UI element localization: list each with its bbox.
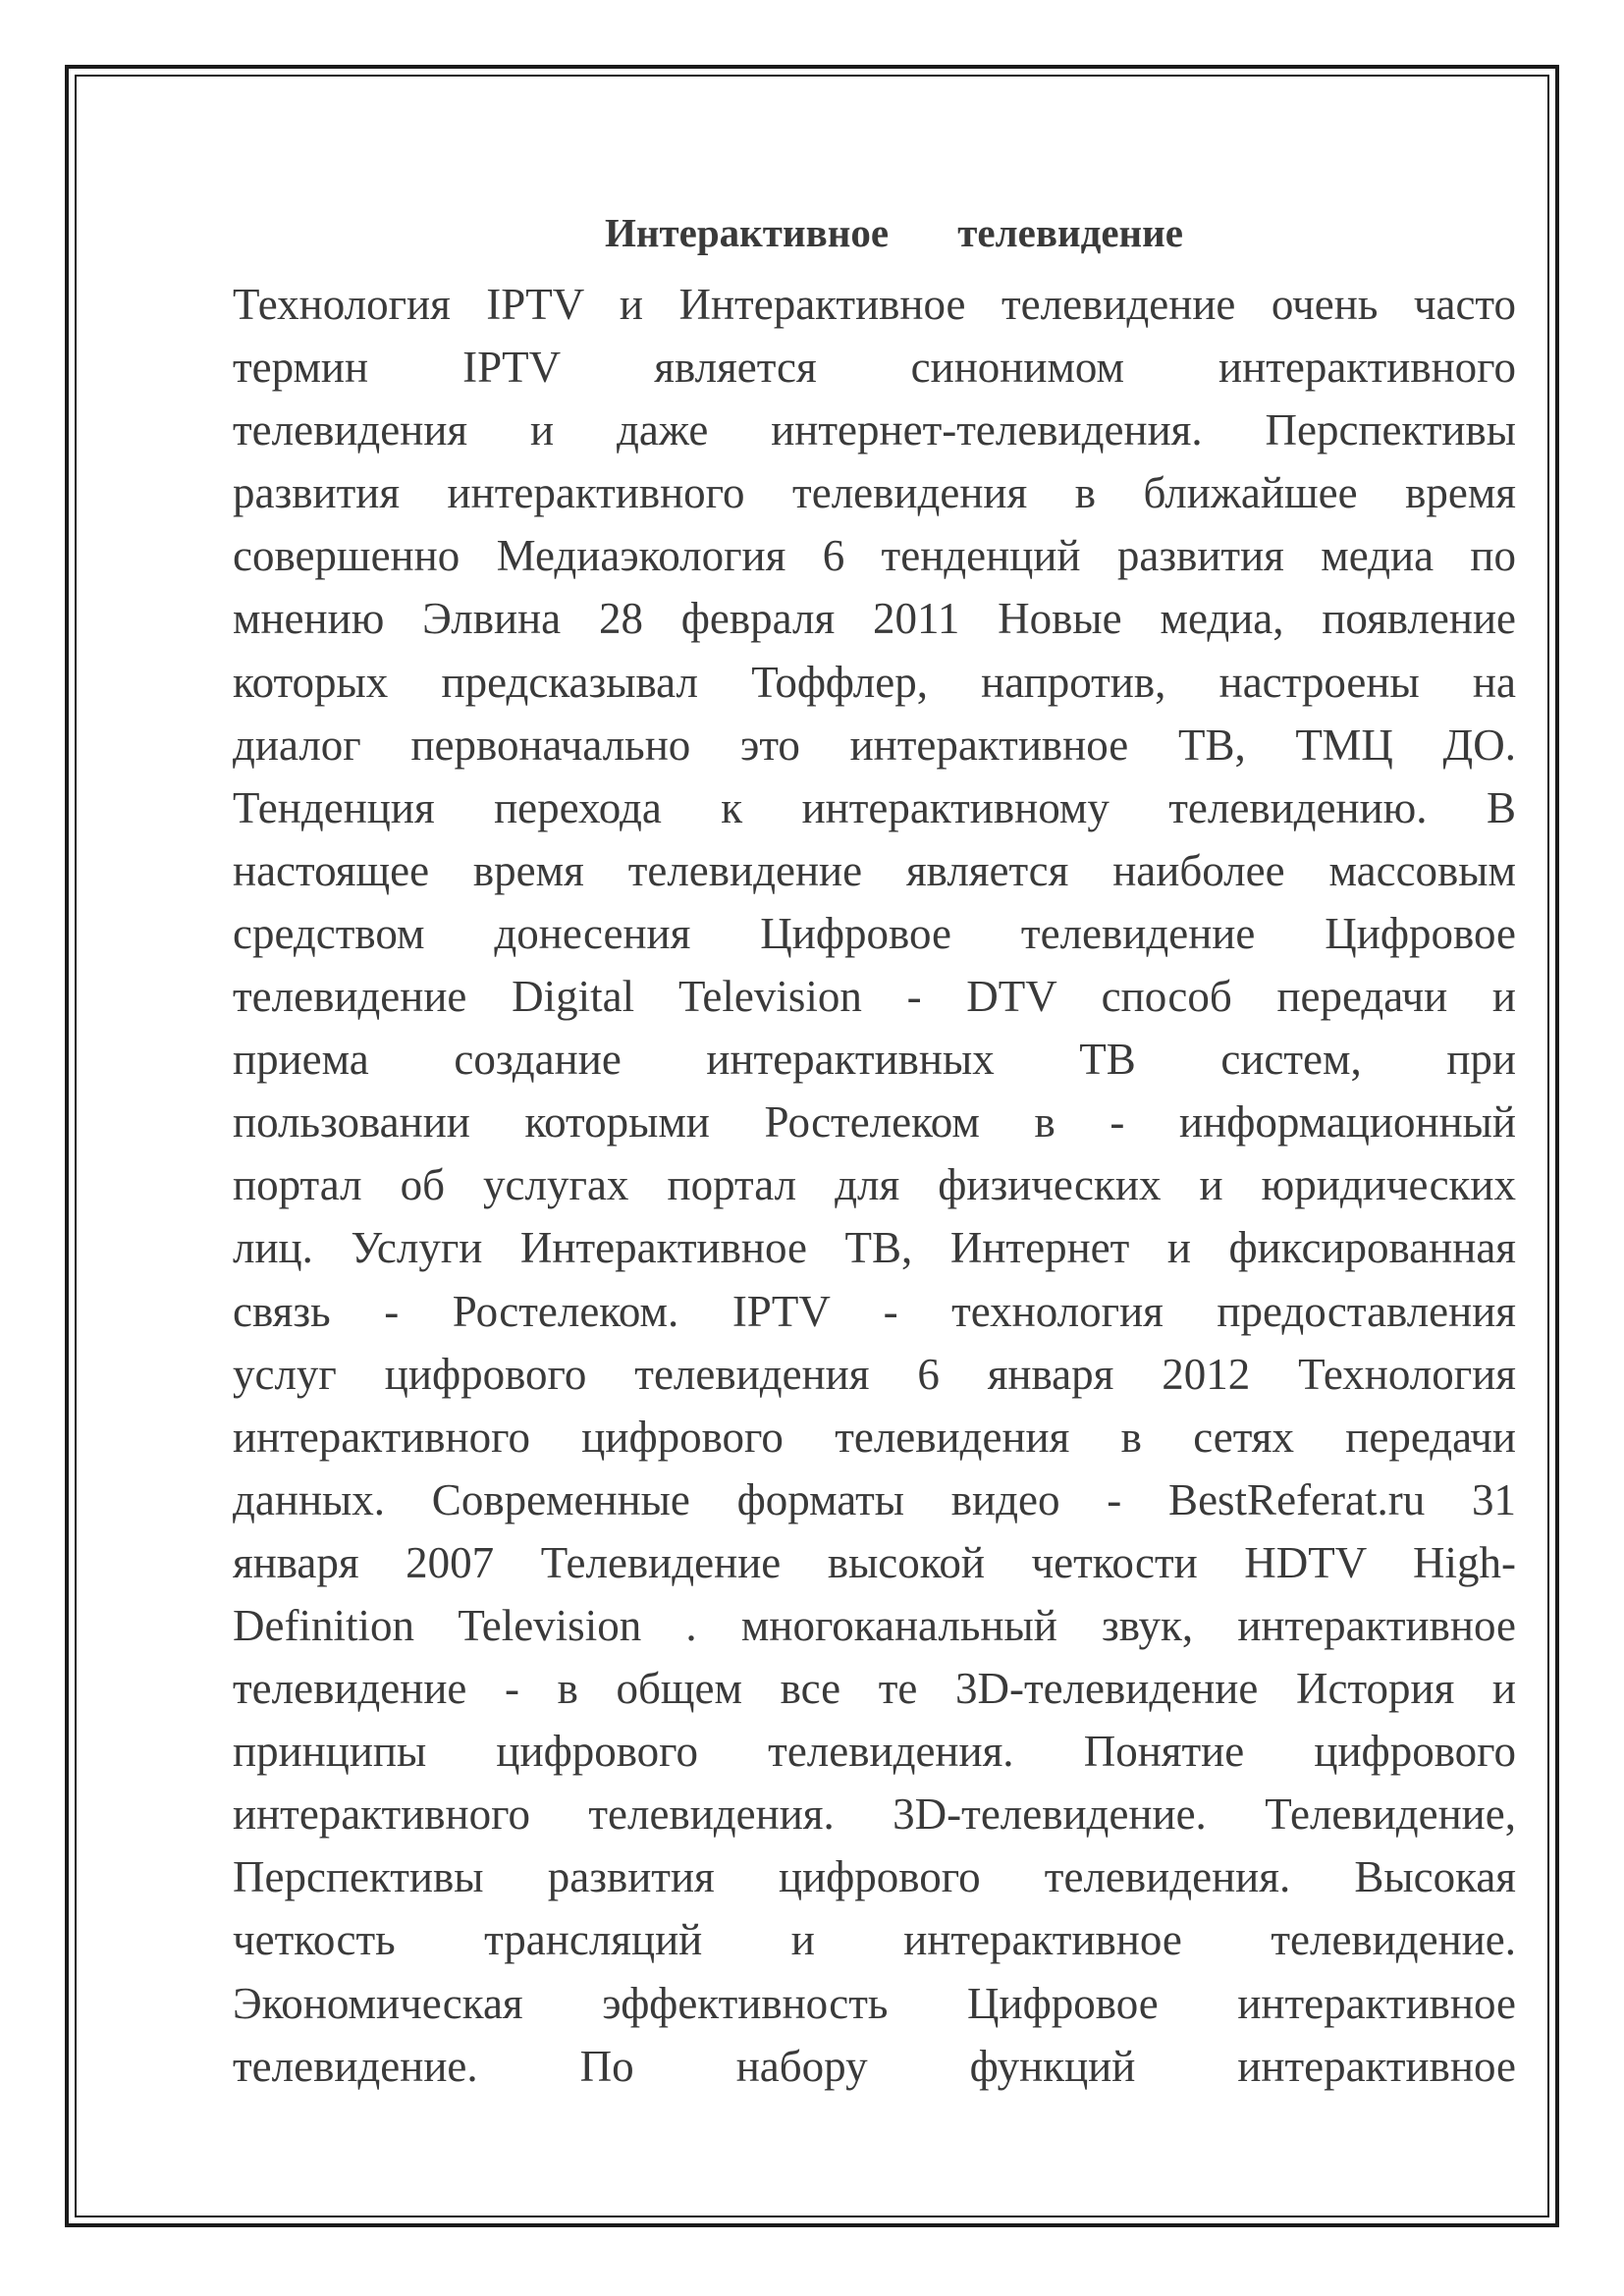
body-text-line: термин IPTV является синонимом интерактивного	[233, 343, 1516, 393]
body-text-line: настоящее время телевидение является наиболее массовым	[233, 845, 1516, 895]
body-text-line: пользовании которыми Ростелеком в - информационный	[233, 1097, 1516, 1148]
body-text-line: телевидение. По набору функций интерактивное	[233, 2041, 1516, 2091]
body-text-line: Экономическая эффективность Цифровое интерактивное	[233, 1978, 1516, 2028]
document-title: Интерактивное телевидение	[605, 210, 1183, 255]
document-content	[233, 196, 1516, 2098]
body-text-line: диалог первоначально это интерактивное ТВ, ТМЦ ДО.	[233, 720, 1516, 770]
body-text-line: приема создание интерактивных ТВ систем, при	[233, 1035, 1516, 1085]
body-text-line: интерактивного телевидения. 3D-телевидение. Телевидение,	[233, 1789, 1516, 1840]
body-text-line: телевидение Digital Television - DTV способ передачи и	[233, 972, 1516, 1022]
body-text-line: развития интерактивного телевидения в ближайшее время	[233, 468, 1516, 518]
body-text-line: Технология IPTV и Интерактивное телевидение очень часто	[233, 280, 1516, 329]
body-text-line: января 2007 Телевидение высокой четкости HDTV High-	[233, 1537, 1516, 1587]
body-text-line: интерактивного цифрового телевидения в сетях передачи	[233, 1412, 1516, 1462]
body-text-line: Перспективы развития цифрового телевидения. Высокая	[233, 1852, 1516, 1902]
body-text-line: телевидения и даже интернет-телевидения. Перспективы	[233, 405, 1516, 455]
body-text-line: портал об услугах портал для физических и юридических	[233, 1160, 1516, 1210]
body-text-line: услуг цифрового телевидения 6 января 2012 Технология	[233, 1349, 1516, 1399]
body-text-line: совершенно Медиаэкология 6 тенденций развития медиа по	[233, 531, 1516, 581]
body-text-line: Definition Television . многоканальный звук, интерактивное	[233, 1600, 1516, 1650]
body-text-line: которых предсказывал Тоффлер, напротив, настроены на	[233, 657, 1516, 707]
body-text-line: связь - Ростелеком. IPTV - технология предоставления	[233, 1286, 1516, 1336]
body-text-line: мнению Элвина 28 февраля 2011 Новые медиа, появление	[233, 594, 1516, 644]
body-text-line: четкость трансляций и интерактивное телевидение.	[233, 1915, 1516, 1965]
document-body	[233, 273, 1516, 2098]
body-text-line: средством донесения Цифровое телевидение Цифровое	[233, 908, 1516, 958]
body-text-line: телевидение - в общем все те 3D-телевидение История и	[233, 1664, 1516, 1714]
body-text-line: лиц. Услуги Интерактивное ТВ, Интернет и фиксированная	[233, 1223, 1516, 1273]
body-text-line: Тенденция перехода к интерактивному телевидению. В	[233, 782, 1516, 832]
body-text-line: данных. Современные форматы видео - BestReferat.ru 31	[233, 1474, 1516, 1524]
body-text-line: принципы цифрового телевидения. Понятие цифрового	[233, 1727, 1516, 1777]
